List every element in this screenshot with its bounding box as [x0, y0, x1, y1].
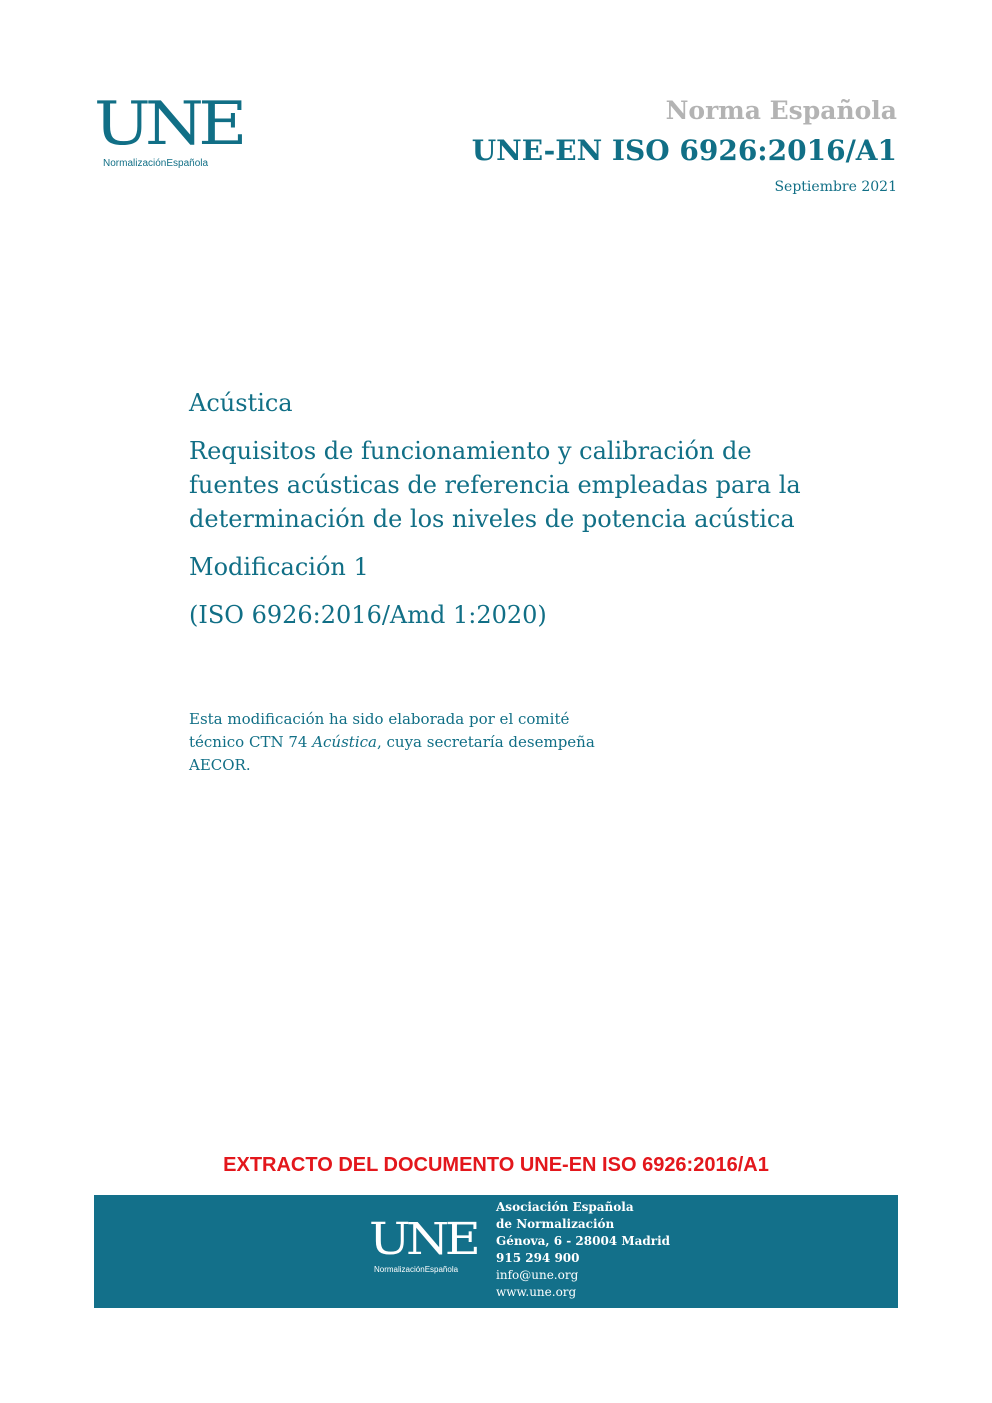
extract-banner: EXTRACTO DEL DOCUMENTO UNE-EN ISO 6926:2016/A1	[223, 1154, 769, 1176]
org-website[interactable]: www.une.org	[496, 1285, 577, 1299]
org-email[interactable]: info@une.org	[496, 1268, 579, 1282]
document-header	[472, 96, 897, 196]
committee-line-2-pre: técnico CTN 74	[189, 733, 313, 751]
une-logo	[94, 89, 242, 170]
iso-reference: (ISO 6926:2016/Amd 1:2020)	[189, 601, 547, 629]
footer-logo-tagline	[374, 1264, 479, 1276]
logo-wordmark: UNE	[94, 89, 242, 159]
standard-code: UNE-EN ISO 6926:2016/A1	[471, 134, 897, 167]
org-name-line-1: Asociación Española	[496, 1200, 634, 1214]
committee-name: Acústica	[312, 733, 377, 751]
committee-line-2-post: , cuya secretaría desempeña	[376, 733, 595, 751]
footer-address	[496, 1199, 670, 1301]
main-title-line-1: Requisitos de funcionamiento y calibración de	[189, 437, 752, 465]
main-title	[189, 434, 889, 536]
footer-logo-tagline-b: Española	[424, 1265, 459, 1274]
footer-une-logo	[369, 1214, 479, 1276]
committee-note	[189, 708, 659, 777]
topic-title: Acústica	[189, 389, 293, 417]
org-address: Génova, 6 - 28004 Madrid	[496, 1234, 671, 1248]
org-name-line-2: de Normalización	[496, 1217, 615, 1231]
footer-logo-wordmark: UNE	[369, 1214, 477, 1265]
logo-tagline	[103, 158, 239, 170]
main-title-line-2: fuentes acústicas de referencia empleadas para la	[189, 471, 801, 499]
committee-line-2	[189, 731, 659, 754]
org-phone: 915 294 900	[496, 1251, 580, 1265]
footer-band	[94, 1195, 898, 1308]
footer-logo-tagline-a: Normalización	[374, 1265, 425, 1274]
modification-label: Modificación 1	[189, 553, 369, 581]
logo-tagline-a: Normalización	[103, 158, 167, 169]
main-title-line-3: determinación de los niveles de potencia acústica	[189, 505, 795, 533]
title-block	[189, 386, 889, 632]
publication-date: Septiembre 2021	[774, 179, 897, 195]
committee-line-3: AECOR.	[189, 756, 251, 774]
norma-label: Norma Española	[665, 96, 897, 125]
logo-tagline-b: Española	[166, 158, 209, 169]
committee-line-1: Esta modificación ha sido elaborada por el comité	[189, 710, 570, 728]
